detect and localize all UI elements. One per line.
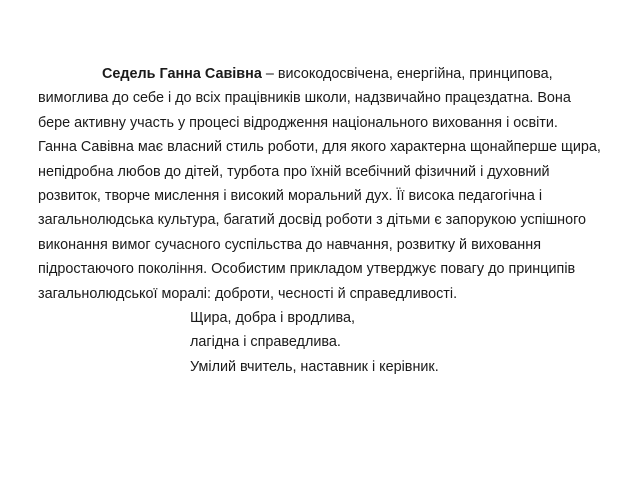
paragraph-first-line [38,62,604,86]
paragraph-line: виконання вимог сучасного суспільства до навчання, розвитку й виховання [38,236,541,253]
paragraph-line: непідробна любов до дітей, турбота про їхній всебічний фізичний і духовний [38,163,550,180]
paragraph-line: загальнолюдська культура, багатий досвід роботи з дітьми є запорукою успішного [38,212,587,229]
verse-line: лагідна і справедлива. [190,334,341,351]
paragraph-line: Ганна Савівна має власний стиль роботи, для якого характерна щонайперше щира, [38,139,601,156]
paragraph-line: розвиток, творче мислення і високий моральний дух. Її висока педагогічна і [38,188,543,205]
paragraph-line: бере активну участь у процесі відродження національного виховання і освіти. [38,114,558,131]
paragraph-line: вимоглива до себе і до всіх працівників школи, надзвичайно працездатна. Вона [38,90,571,107]
paragraph-line: загальнолюдської моралі: доброти, чесності й справедливості. [38,285,458,302]
paragraph-line: – високодосвічена, енергійна, принципова, [261,66,553,82]
character-reference-text [38,62,604,379]
person-name: Седель Ганна Савівна [102,66,262,82]
paragraph-line: підростаючого покоління. Особистим прикладом утверджує повагу до принципів [38,261,576,278]
verse-line: Умілий вчитель, наставник і керівник. [190,358,439,375]
verse-line: Щира, добра і вродлива, [190,310,356,327]
